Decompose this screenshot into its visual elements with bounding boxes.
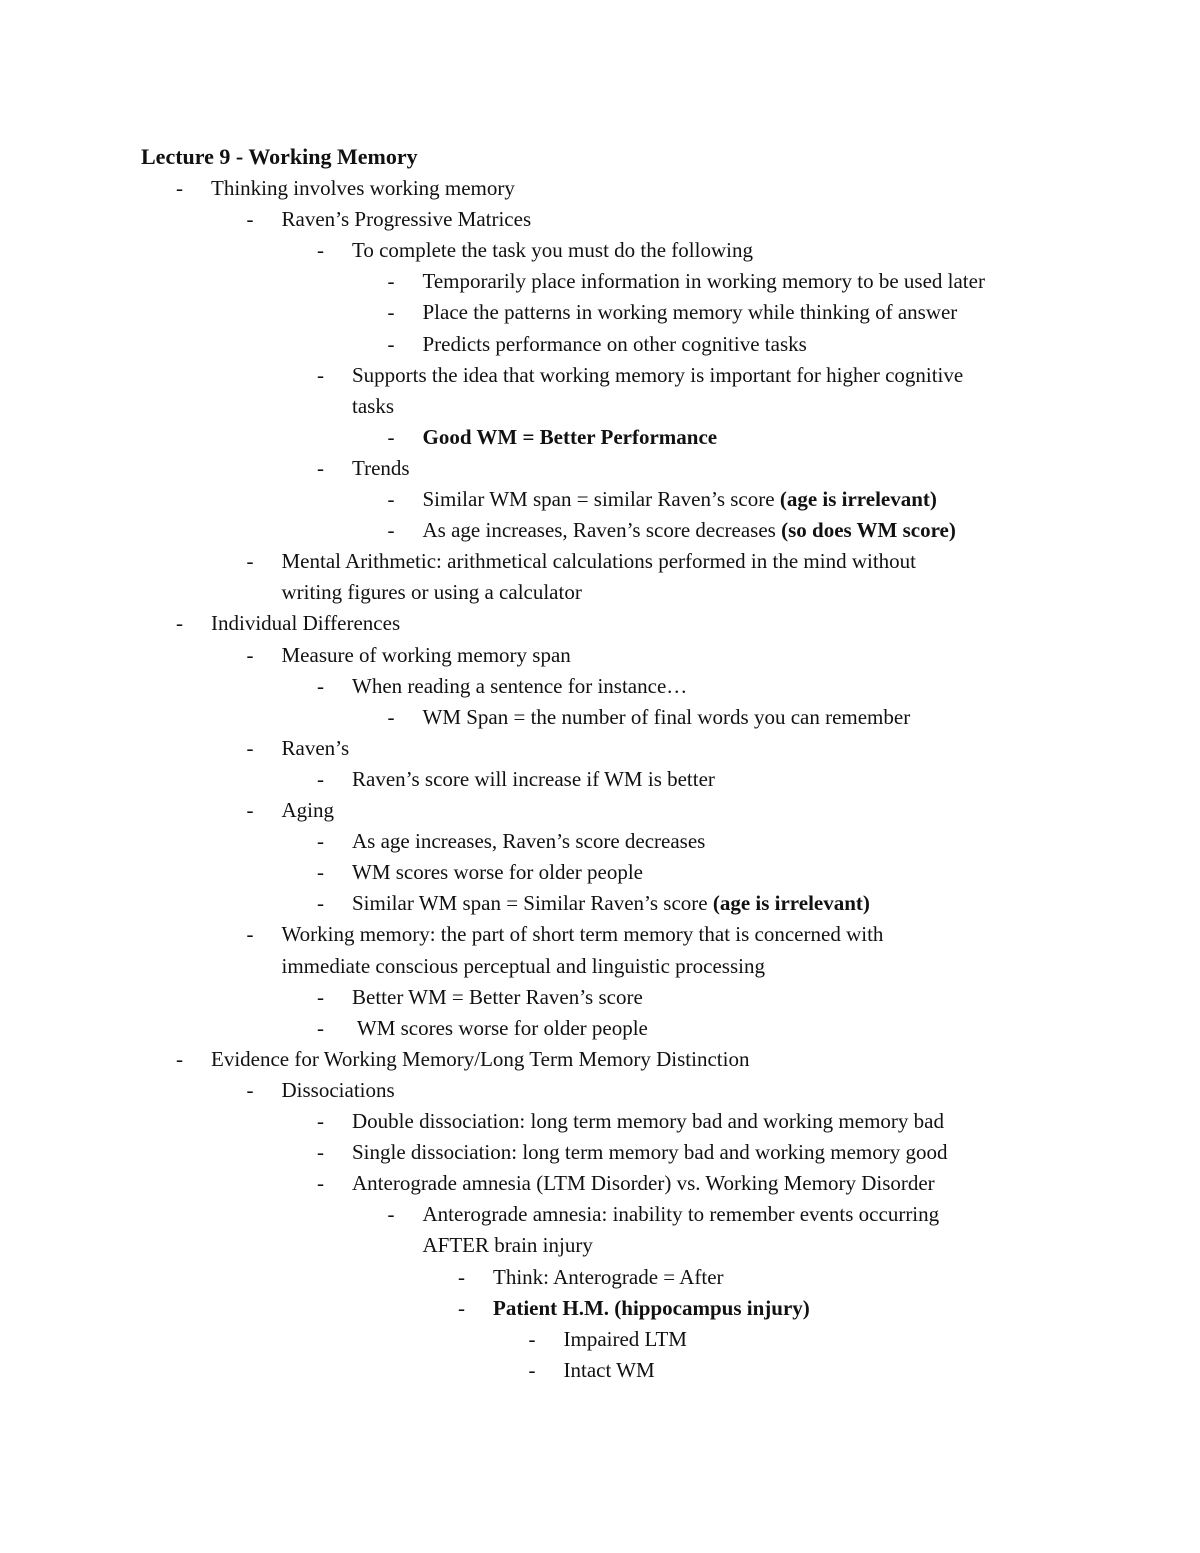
outline-item — [282, 546, 917, 577]
item-text: immediate conscious perceptual and linguistic processing — [281, 953, 765, 978]
item-text: To complete the task you must do the following — [352, 238, 753, 263]
outline-item — [564, 1324, 687, 1355]
bullet-dash: - — [387, 1202, 395, 1227]
outline-item — [423, 702, 911, 733]
bullet-dash: - — [387, 704, 395, 729]
item-text: Measure of working memory span — [281, 642, 571, 667]
bullet-dash: - — [387, 300, 395, 325]
bullet-dash: - — [528, 1326, 536, 1351]
item-text: Better WM = Better Raven’s score — [352, 984, 643, 1009]
bullet-dash: - — [246, 549, 254, 574]
outline-item — [282, 795, 335, 826]
bullet-dash: - — [317, 1109, 324, 1133]
outline-item — [352, 235, 753, 266]
outline-item — [352, 888, 870, 919]
item-text: Mental Arithmetic: arithmetical calculations performed in the mind without — [281, 549, 916, 574]
bullet-dash: - — [176, 1046, 183, 1071]
item-text: Similar WM span = similar Raven’s score — [422, 487, 780, 511]
outline-item — [423, 515, 956, 546]
outline-item — [352, 391, 394, 422]
bullet-dash: - — [317, 1140, 324, 1165]
outline-item — [282, 204, 532, 235]
bullet-dash: - — [246, 1077, 254, 1102]
outline-item — [282, 733, 350, 764]
outline-item — [564, 1355, 655, 1386]
item-text: Anterograde amnesia (LTM Disorder) vs. Working Memory Disorder — [352, 1171, 935, 1196]
bullet-dash: - — [176, 611, 183, 636]
item-text: Aging — [281, 798, 334, 822]
bullet-dash: - — [317, 673, 324, 698]
bold-text: (age is irrelevant) — [779, 487, 937, 511]
item-text: Predicts performance on other cognitive tasks — [422, 331, 807, 356]
outline-item — [352, 1137, 948, 1168]
item-text: Place the patterns in working memory while thinking of answer — [422, 300, 958, 325]
bold-text: (so does WM score) — [781, 518, 956, 543]
bullet-dash: - — [387, 518, 395, 543]
title-main: Working Memory — [248, 144, 418, 169]
outline-item — [423, 329, 807, 360]
item-text: tasks — [352, 393, 394, 418]
bullet-dash: - — [387, 269, 395, 294]
bold-text: (age is irrelevant) — [712, 891, 870, 916]
outline-item — [493, 1293, 810, 1324]
outline-item — [423, 422, 718, 453]
bullet-dash: - — [387, 424, 395, 449]
outline-item — [352, 1168, 935, 1199]
bullet-dash: - — [317, 860, 324, 885]
outline-item — [282, 640, 571, 671]
item-text: Raven’s — [281, 735, 350, 760]
item-text: AFTER brain injury — [422, 1233, 593, 1258]
item-text: Temporarily place information in working memory to be used later — [422, 269, 985, 294]
title-prefix: Lecture 9 - — [141, 144, 249, 169]
outline-item — [211, 608, 400, 639]
bullet-dash: - — [176, 176, 183, 200]
bullet-dash: - — [246, 922, 254, 947]
outline-item — [352, 453, 410, 484]
item-text: Trends — [352, 455, 410, 480]
item-text: WM scores worse for older people — [352, 1015, 648, 1040]
item-text: As age increases, Raven’s score decreases — [352, 829, 706, 854]
item-text: Individual Differences — [211, 611, 401, 636]
outline-item — [282, 919, 884, 950]
bullet-dash: - — [246, 207, 254, 232]
item-text: Think: Anterograde = After — [493, 1264, 724, 1289]
outline-item — [352, 1106, 944, 1137]
bullet-dash: - — [458, 1264, 465, 1289]
outline-item — [211, 1044, 749, 1075]
outline-item — [352, 671, 687, 702]
item-text: Supports the idea that working memory is important for higher cognitive — [352, 362, 964, 387]
outline-item — [211, 173, 515, 204]
bullet-dash: - — [317, 455, 324, 480]
outline-item — [423, 1199, 940, 1230]
page-title — [141, 141, 418, 173]
item-text: Raven’s score will increase if WM is better — [352, 766, 715, 791]
item-text: Intact WM — [563, 1357, 655, 1382]
item-text: Thinking involves working memory — [211, 176, 515, 200]
outline-item — [493, 1262, 724, 1293]
bullet-dash: - — [387, 331, 395, 356]
bullet-dash: - — [317, 1015, 324, 1040]
bullet-dash: - — [317, 238, 324, 263]
outline-item — [352, 360, 963, 391]
outline-item — [282, 951, 765, 982]
item-text: As age increases, Raven’s score decreases — [422, 518, 782, 543]
bullet-dash: - — [246, 735, 254, 760]
item-text: Double dissociation: long term memory bad and working memory bad — [352, 1109, 944, 1133]
outline-item — [423, 266, 985, 297]
outline-item — [282, 577, 582, 608]
item-text: WM scores worse for older people — [352, 860, 643, 885]
item-text: Impaired LTM — [563, 1326, 687, 1351]
bullet-dash: - — [317, 891, 324, 916]
bullet-dash: - — [528, 1357, 536, 1382]
bullet-dash: - — [317, 766, 324, 791]
bold-text: Patient H.M. (hippocampus injury) — [493, 1295, 810, 1320]
outline-item — [423, 484, 937, 515]
outline-item — [282, 1075, 395, 1106]
outline-item — [423, 1230, 593, 1261]
item-text: Anterograde amnesia: inability to remember events occurring — [422, 1202, 940, 1227]
outline-item — [352, 1013, 648, 1044]
bullet-dash: - — [317, 984, 324, 1009]
bullet-dash: - — [317, 362, 324, 387]
item-text: WM Span = the number of final words you can remember — [422, 704, 911, 729]
bullet-dash: - — [387, 487, 395, 511]
bullet-dash: - — [246, 642, 254, 667]
bold-text: Good WM = Better Performance — [422, 424, 718, 449]
item-text: Working memory: the part of short term memory that is concerned with — [281, 922, 884, 947]
outline-item — [352, 826, 705, 857]
bullet-dash: - — [317, 1171, 324, 1196]
item-text: Evidence for Working Memory/Long Term Memory Distinction — [211, 1046, 750, 1071]
outline-item — [352, 857, 643, 888]
bullet-dash: - — [246, 798, 254, 822]
item-text: Similar WM span = Similar Raven’s score — [352, 891, 713, 916]
item-text: When reading a sentence for instance… — [352, 673, 688, 698]
item-text: Raven’s Progressive Matrices — [281, 207, 532, 232]
outline-item — [352, 764, 715, 795]
outline-item — [352, 982, 643, 1013]
item-text: Dissociations — [281, 1077, 395, 1102]
item-text: writing figures or using a calculator — [281, 580, 582, 605]
bullet-dash: - — [317, 829, 324, 854]
outline-item — [423, 297, 958, 328]
item-text: Single dissociation: long term memory bad and working memory good — [352, 1140, 948, 1165]
bullet-dash: - — [458, 1295, 465, 1320]
